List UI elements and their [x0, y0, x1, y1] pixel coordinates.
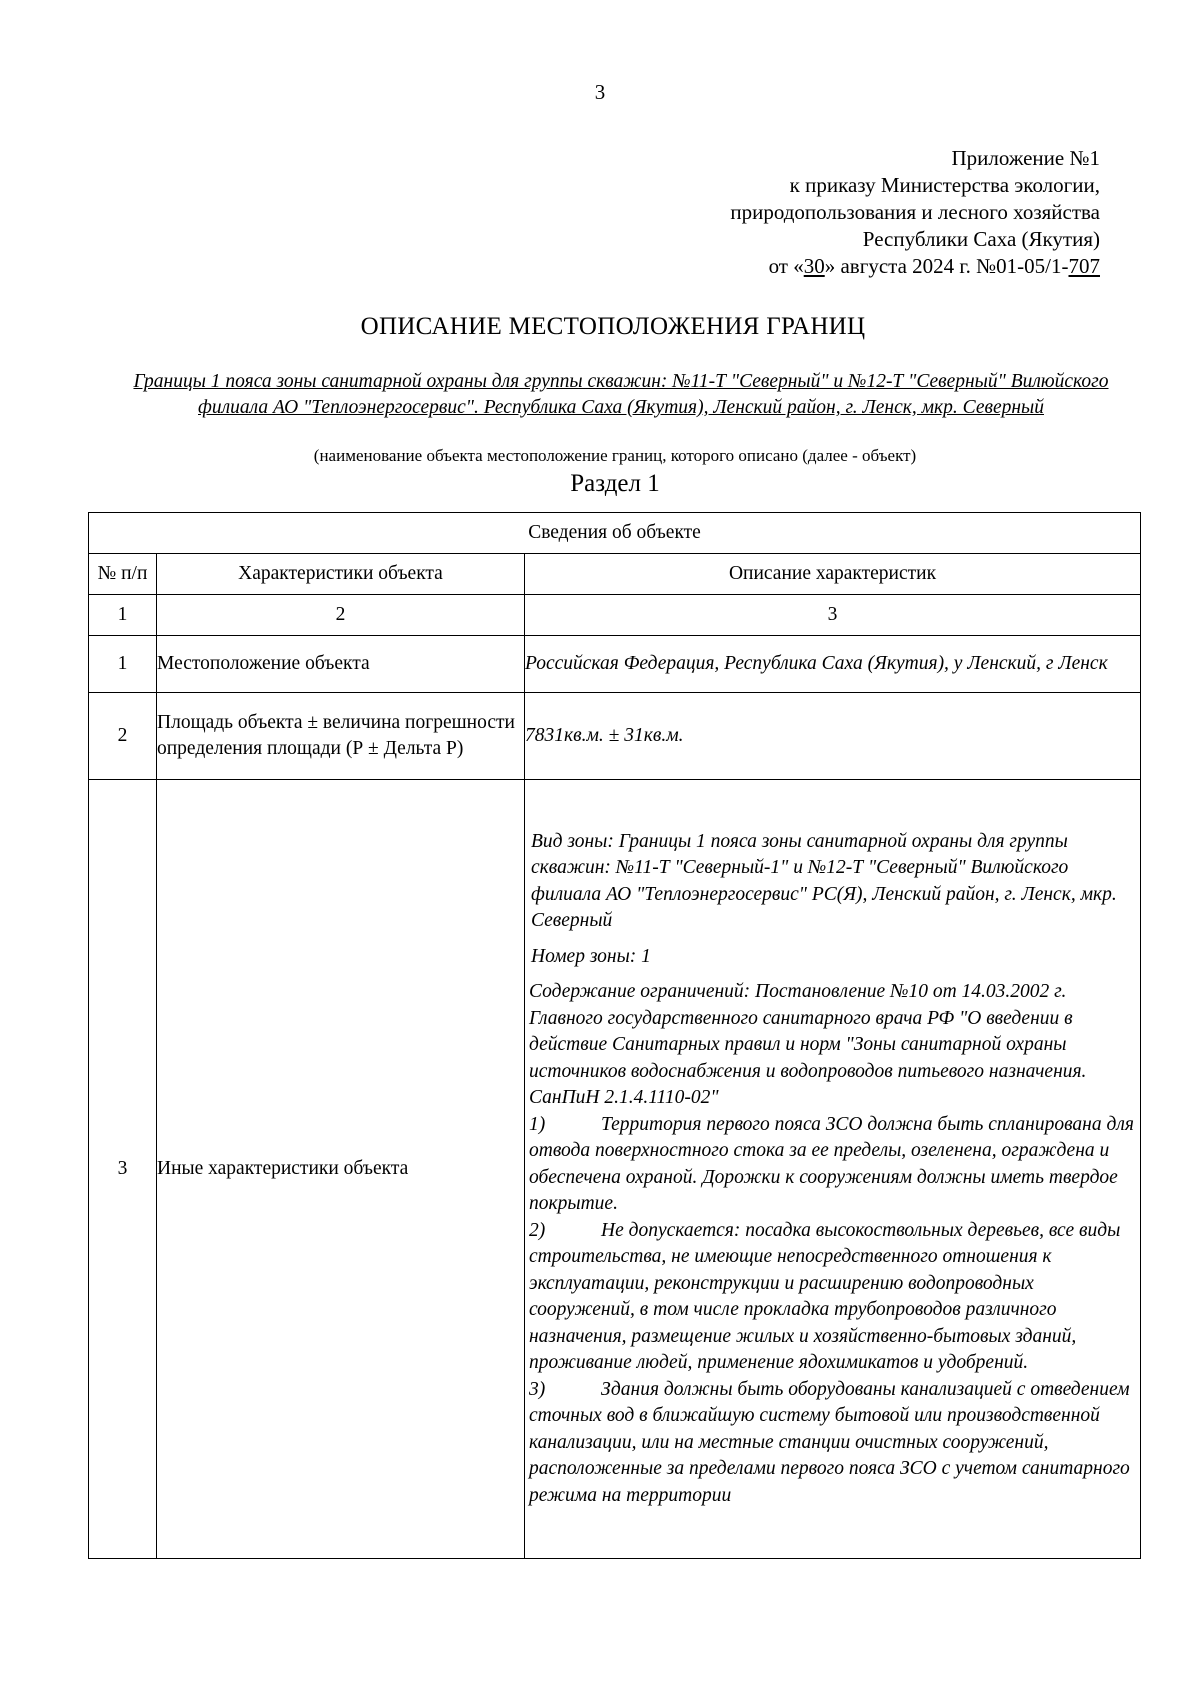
- row-label: Площадь объекта ± величина погрешности определения площади (Р ± Дельта Р): [157, 693, 525, 780]
- row-value: 7831кв.м. ± 31кв.м.: [525, 693, 1141, 780]
- appendix-date-line: [730, 253, 1100, 280]
- object-caption: (наименование объекта местоположение границ, которого описано (далее - объект): [313, 446, 917, 465]
- column-number: 2: [157, 595, 525, 636]
- row-number: 1: [89, 636, 157, 693]
- object-name: [130, 369, 1112, 421]
- table-caption-row: [89, 513, 1141, 554]
- document-title: ОПИСАНИЕ МЕСТОПОЛОЖЕНИЯ ГРАНИЦ: [360, 313, 866, 340]
- table-header-row: [89, 554, 1141, 595]
- appendix-line-2: к приказу Министерства экологии,: [789, 173, 1100, 197]
- date-prefix: от «: [768, 254, 804, 278]
- restriction-item: [525, 1112, 1140, 1218]
- appendix-line-4: Республики Саха (Якутия): [862, 227, 1100, 251]
- restriction-item: [525, 1218, 1140, 1377]
- row-value: Российская Федерация, Республика Саха (Якутия), у Ленский, г Ленск: [525, 636, 1141, 693]
- row-label: Местоположение объекта: [157, 636, 525, 693]
- restriction-item-number: 3): [529, 1378, 546, 1400]
- header-num: № п/п: [89, 554, 157, 595]
- date-mid: » августа 2024 г. №01-05/1-: [824, 254, 1069, 278]
- column-number: 3: [525, 595, 1141, 636]
- object-info-table: [88, 512, 1141, 1559]
- object-name-text: Границы 1 пояса зоны санитарной охраны для группы скважин: №11-Т "Северный" и №12-Т "Северный" Вилюйского филиала АО "Теплоэнергосервис". Республика Саха (Якутия), Ленский район, г. Ленск, мкр. Северный: [133, 371, 1109, 418]
- header-characteristic: Характеристики объекта: [157, 554, 525, 595]
- restriction-item-number: 1): [529, 1113, 546, 1135]
- date-day: 30: [803, 254, 825, 278]
- appendix-block: [730, 145, 1100, 280]
- row-label: Иные характеристики объекта: [157, 780, 525, 1559]
- restriction-item-number: 2): [529, 1219, 546, 1241]
- row-value: [525, 780, 1141, 1559]
- column-number: 1: [89, 595, 157, 636]
- section-title: Раздел 1: [570, 470, 660, 497]
- restriction-item-text: Территория первого пояса ЗСО должна быть спланирована для отвода поверхностного стока за ее пределы, озеленена, ограждена и обеспечена охраной. Дорожки к сооружениям должны иметь твердое покрытие.: [529, 1113, 1134, 1215]
- page-number: 3: [594, 80, 606, 104]
- restriction-item-text: Здания должны быть оборудованы канализацией с отведением сточных вод в ближайшую систему бытовой или производственной канализации, или на местные станции очистных сооружений, расположенные за пределами первого пояса ЗСО с учетом санитарного режима на территории: [529, 1378, 1130, 1506]
- zone-number: Номер зоны: 1: [531, 945, 651, 967]
- order-number: 707: [1068, 254, 1100, 278]
- table-caption: Сведения об объекте: [89, 513, 1141, 554]
- row-number: 3: [89, 780, 157, 1559]
- row-number: 2: [89, 693, 157, 780]
- restriction-item: [525, 1377, 1140, 1510]
- header-description: Описание характеристик: [525, 554, 1141, 595]
- restriction-item-text: Не допускается: посадка высокоствольных деревьев, все виды строительства, не имеющие непосредственного отношения к эксплуатации, реконструкции и расширению водопроводных сооружений, в том числе прокладка трубопроводов различного назначения, размещение жилых и хозяйственно-бытовых зданий, проживание людей, применение ядохимикатов и удобрений.: [529, 1219, 1121, 1374]
- table-row: [89, 636, 1141, 693]
- appendix-line-1: Приложение №1: [951, 146, 1100, 170]
- table-row: [89, 693, 1141, 780]
- table-row: [89, 780, 1141, 1559]
- table-column-numbers-row: [89, 595, 1141, 636]
- restrictions-intro: Содержание ограничений: Постановление №10 от 14.03.2002 г. Главного государственного санитарного врача РФ "О введении в действие Санитарных правил и норм "Зоны санитарной охраны источников водоснабжения и водопроводов питьевого назначения. СанПиН 2.1.4.1110-02": [529, 981, 1087, 1109]
- appendix-line-3: природопользования и лесного хозяйства: [730, 200, 1100, 224]
- zone-type: Вид зоны: Границы 1 пояса зоны санитарной охраны для группы скважин: №11-Т "Северный-1" и №12-Т "Северный" Вилюйского филиала АО "Теплоэнергосервис" РС(Я), Ленский район, г. Ленск, мкр. Северный: [531, 830, 1117, 932]
